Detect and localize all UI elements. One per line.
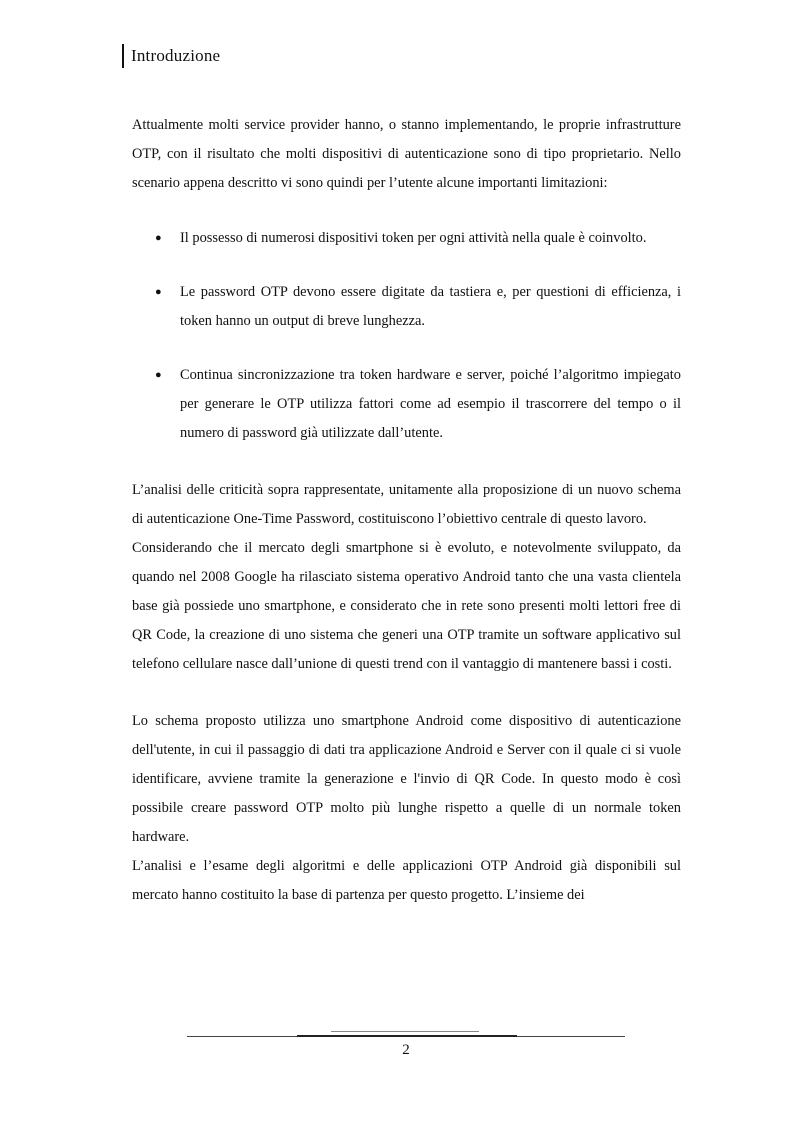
list-item — [132, 361, 681, 448]
running-header: Introduzione — [131, 46, 221, 65]
analysis-paragraph: L’analisi e l’esame degli algoritmi e delle applicazioni OTP Android già disponibili sul mercato hanno costituito la base di partenza per questo progetto. L’insieme dei — [132, 858, 681, 903]
bullet-icon: ● — [155, 369, 162, 381]
market-paragraph: Considerando che il mercato degli smartphone si è evoluto, e notevolmente sviluppato, da quando nel 2008 Google ha rilasciato sistema operativo Android tanto che una vasta clientela base già possiede uno smartphone, e considerato che in rete sono presenti molti lettori free di QR Code, la creazione di uno sistema che generi una OTP tramite un software applicativo sul telefono cellulare nasce dall’unione di questi trend con il vantaggio di mantenere bassi i costi. — [132, 540, 681, 672]
intro-paragraph: Attualmente molti service provider hanno, o stanno implementando, le proprie infrastrutture OTP, con il risultato che molti dispositivi di autenticazione sono di tipo proprietario. Nello scenario appena descritto vi sono quindi per l’utente alcune importanti limitazioni: — [132, 117, 681, 191]
footer-rule-dark — [297, 1035, 517, 1037]
list-item-text: Le password OTP devono essere digitate da tastiera e, per questioni di efficienza, i token hanno un output di breve lunghezza. — [180, 284, 681, 329]
scheme-paragraph: Lo schema proposto utilizza uno smartphone Android come dispositivo di autenticazione dell'utente, in cui il passaggio di dati tra applicazione Android e Server con il quale ci si vuole identificare, avviene tramite la generazione e l'invio di QR Code. In questo modo è così possibile creare password OTP molto più lunghe rispetto a quelle di un normale token hardware. — [132, 713, 681, 845]
list-item — [132, 278, 681, 336]
page-body — [132, 111, 681, 910]
list-item-text: Continua sincronizzazione tra token hardware e server, poiché l’algoritmo impiegato per generare le OTP utilizza fattori come ad esempio il trascorrere del tempo o il numero di password già utilizzate dall’utente. — [180, 367, 681, 441]
bullet-icon: ● — [155, 232, 162, 244]
objective-paragraph: L’analisi delle criticità sopra rappresentate, unitamente alla proposizione di un nuovo schema di autenticazione One-Time Password, costituiscono l’obiettivo centrale di questo lavoro. — [132, 482, 681, 527]
header-rule — [122, 44, 124, 68]
footer-rule-accent — [331, 1031, 479, 1032]
page-number: 2 — [402, 1042, 410, 1058]
limitations-list — [132, 224, 681, 448]
list-item-text: Il possesso di numerosi dispositivi token per ogni attività nella quale è coinvolto. — [180, 230, 647, 246]
list-item — [132, 224, 681, 253]
bullet-icon: ● — [155, 286, 162, 298]
